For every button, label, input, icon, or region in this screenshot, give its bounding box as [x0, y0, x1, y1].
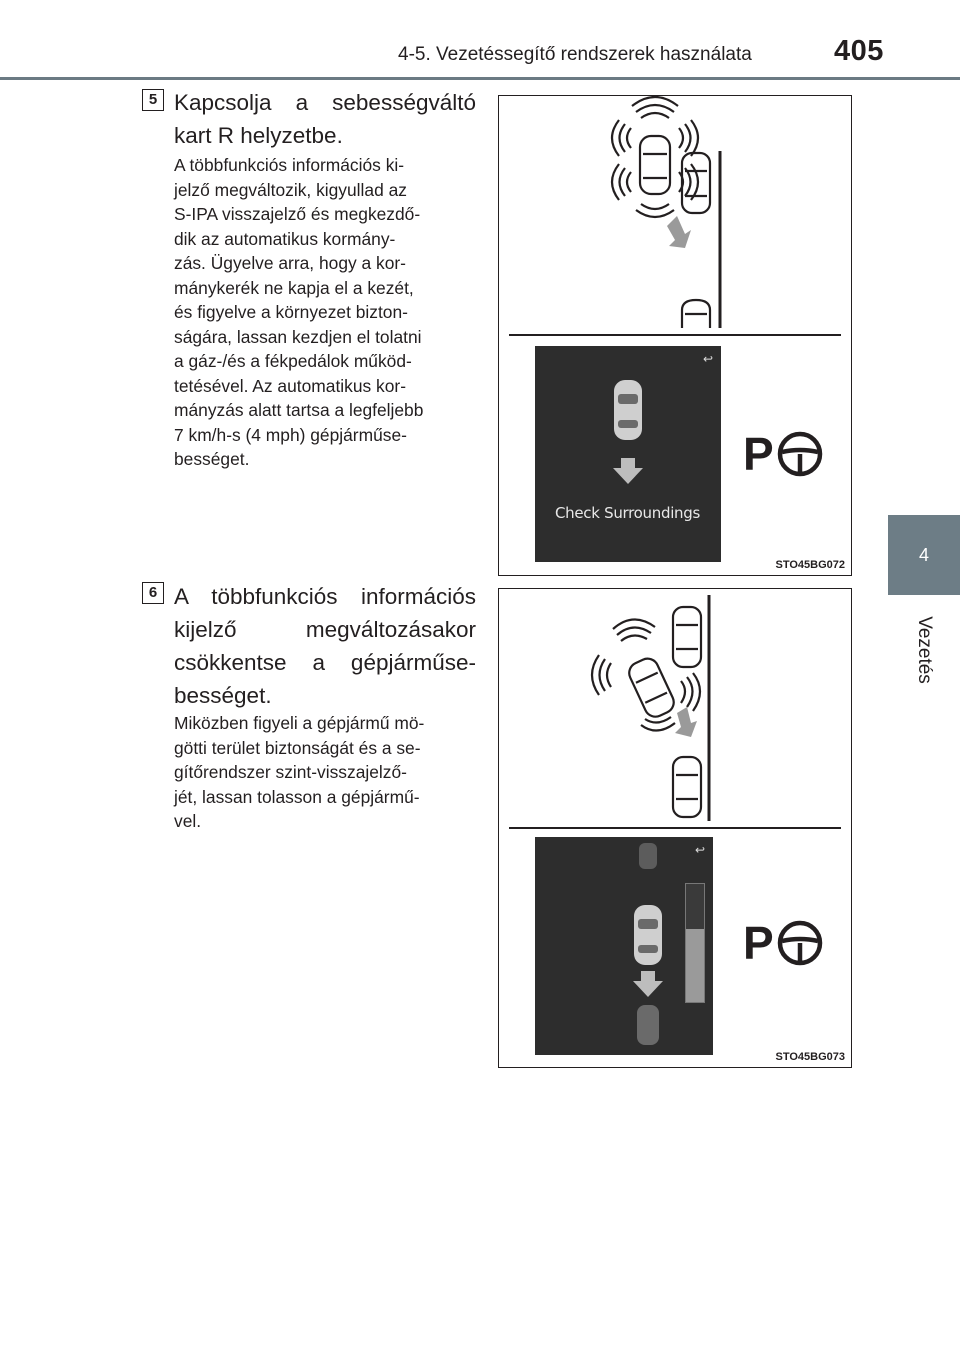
- step-number: 5: [148, 91, 158, 108]
- screen-message: Check Surroundings: [555, 504, 701, 522]
- figure-divider: [509, 827, 841, 829]
- figure-step-5: [498, 95, 852, 576]
- chapter-number: 4: [918, 544, 929, 565]
- chapter-label: Vezetés: [914, 616, 936, 684]
- step-6-title: A többfunkciós információs kijelző megváltozásakor csökkentse a gépjárműse-bességet.: [174, 584, 476, 708]
- step-5-badge: [142, 89, 164, 111]
- multi-info-display: [535, 346, 721, 562]
- steering-wheel-icon: [776, 430, 824, 478]
- page-number: 405: [834, 35, 884, 67]
- arrow-down-icon: [613, 458, 643, 484]
- s-ipa-indicator: [743, 919, 824, 967]
- running-header-title: 4-5. Vezetéssegítő rendszerek használata: [398, 44, 752, 65]
- car-ahead-icon: [633, 843, 663, 871]
- s-ipa-indicator: [743, 430, 824, 478]
- figure-divider: [509, 334, 841, 336]
- car-icon: [628, 903, 668, 967]
- parking-letter: P: [743, 917, 774, 969]
- distance-level-bar: [685, 883, 705, 1003]
- figure-step-6: [498, 588, 852, 1068]
- steering-wheel-icon: [776, 919, 824, 967]
- step-number: 6: [148, 584, 158, 601]
- parking-letter: P: [743, 428, 774, 480]
- back-icon: ↩: [702, 352, 713, 366]
- arrow-down-icon: [633, 971, 663, 997]
- figure-code: STO45BG072: [775, 559, 845, 571]
- multi-info-display: [535, 837, 713, 1055]
- header-rule: [0, 77, 960, 80]
- car-icon: [608, 378, 648, 442]
- figure-code: STO45BG073: [775, 1051, 845, 1063]
- parking-diagram: [499, 589, 851, 823]
- back-icon: ↩: [694, 843, 705, 857]
- step-5-title: Kapcsolja a sebességváltó kart R helyzetbe.: [174, 90, 476, 148]
- step-6-badge: [142, 582, 164, 604]
- step-5-body: A többfunkciós információs ki- jelző megváltozik, kigyullad az S-IPA visszajelző és megkezdő- dik az automatikus kormány- zás. Ügyelve arra, hogy a kor- mánykerék ne kapja el a kezét, és figyelve a környezet bizton- ságára, lassan kezdjen el tolatni a gáz-/és a fékpedálok működ- tetésével. Az automatikus kor- mányzás alatt tartsa a legfeljebb 7 km/h-s (4 mph) gépjárműse- bességet.: [174, 155, 424, 469]
- chapter-tab: [888, 515, 960, 595]
- parking-diagram: [499, 96, 851, 336]
- step-6-body: Miközben figyeli a gépjármű mö- götti terület biztonságát és a se- gítőrendszer szint-visszajelző- jét, lassan tolasson a gépjármű- vel.: [174, 713, 425, 831]
- chapter-label-vertical: [896, 610, 952, 690]
- distance-level-fill: [686, 929, 704, 1002]
- car-behind-icon: [633, 1005, 663, 1045]
